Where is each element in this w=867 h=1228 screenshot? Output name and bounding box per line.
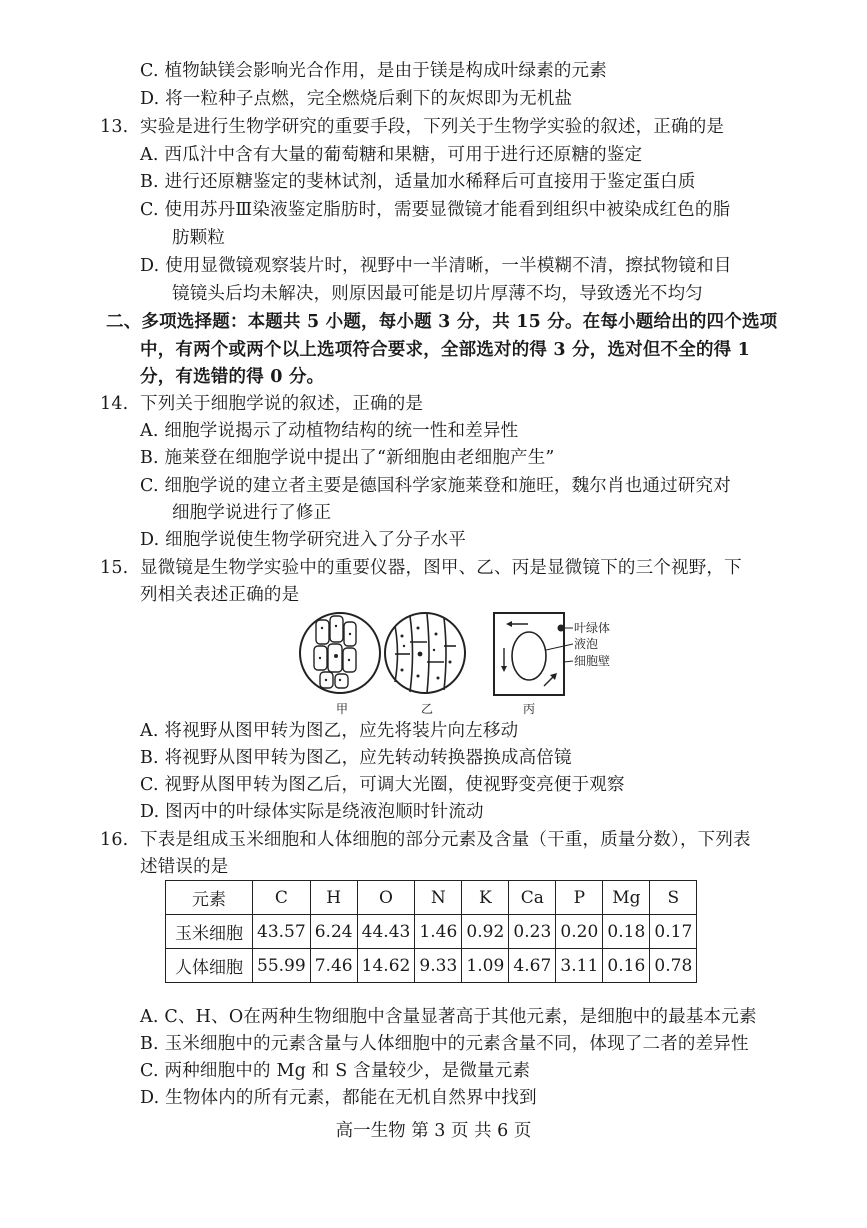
label-bing: 丙	[523, 702, 536, 716]
table-cell: 人体细胞	[166, 949, 253, 983]
table-cell: 6.24	[310, 915, 357, 949]
q13-stem: 实验是进行生物学研究的重要手段，下列关于生物学实验的叙述，正确的是	[140, 117, 725, 137]
table-row	[166, 915, 697, 949]
q14-option-c: C. 细胞学说的建立者主要是德国科学家施莱登和施旺，魏尔肖也通过研究对	[140, 476, 731, 496]
q14-option-b: B. 施莱登在细胞学说中提出了“新细胞由老细胞产生”	[140, 448, 555, 468]
q15-option-d: D. 图丙中的叶绿体实际是绕液泡顺时针流动	[140, 802, 484, 822]
table-header-cell: S	[650, 881, 697, 915]
q16-option-c: C. 两种细胞中的 Mg 和 S 含量较少，是微量元素	[140, 1061, 531, 1081]
section2-instructions-3: 分，有选错的得 0 分。	[140, 367, 325, 387]
table-header-cell: C	[253, 881, 311, 915]
table-header-cell: 元素	[166, 881, 253, 915]
table-cell: 0.16	[603, 949, 650, 983]
section2-instructions-2: 中，有两个或两个以上选项符合要求，全部选对的得 3 分，选对但不全的得 1	[140, 340, 751, 360]
table-cell: 14.62	[357, 949, 415, 983]
table-cell: 1.09	[462, 949, 509, 983]
table-cell: 1.46	[415, 915, 462, 949]
table-header-cell: P	[556, 881, 603, 915]
field-jia	[300, 613, 380, 693]
table-cell: 44.43	[357, 915, 415, 949]
q15-stem: 显微镜是生物学实验中的重要仪器，图甲、乙、丙是显微镜下的三个视野，下	[140, 558, 742, 578]
q15-stem-cont: 列相关表述正确的是	[140, 585, 300, 605]
microscope-figure	[292, 606, 652, 718]
table-row	[166, 949, 697, 983]
q15-option-a: A. 将视野从图甲转为图乙，应先将装片向左移动	[140, 721, 519, 741]
q16-number: 16.	[100, 830, 129, 850]
label-vacuole: 液泡	[574, 637, 599, 651]
table-header-cell: H	[310, 881, 357, 915]
label-cellwall: 细胞壁	[574, 654, 611, 668]
q15-option-b: B. 将视野从图甲转为图乙，应先转动转换器换成高倍镜	[140, 748, 572, 768]
q15-number: 15.	[100, 558, 129, 578]
table-cell: 7.46	[310, 949, 357, 983]
table-cell: 43.57	[253, 915, 311, 949]
q13-option-c: C. 使用苏丹Ⅲ染液鉴定脂肪时，需要显微镜才能看到组织中被染成红色的脂	[140, 200, 731, 220]
q13-option-a: A. 西瓜汁中含有大量的葡萄糖和果糖，可用于进行还原糖的鉴定	[140, 145, 643, 165]
section2-instructions: 二、多项选择题：本题共 5 小题，每小题 3 分，共 15 分。在每小题给出的四个选项	[106, 312, 778, 332]
q14-option-d: D. 细胞学说使生物学研究进入了分子水平	[140, 530, 467, 550]
table-header-cell: K	[462, 881, 509, 915]
page-footer: 高一生物 第 3 页 共 6 页	[335, 1121, 532, 1141]
element-content-table	[165, 880, 697, 983]
table-header-cell: N	[415, 881, 462, 915]
q16-option-a: A. C、H、O在两种生物细胞中含量显著高于其他元素，是细胞中的最基本元素	[140, 1007, 757, 1027]
label-yi: 乙	[421, 702, 434, 716]
table-cell: 0.20	[556, 915, 603, 949]
table-cell: 0.18	[603, 915, 650, 949]
table-header-row	[166, 881, 697, 915]
table-cell: 0.92	[462, 915, 509, 949]
table-cell: 3.11	[556, 949, 603, 983]
q15-option-c: C. 视野从图甲转为图乙后，可调大光圈，使视野变亮便于观察	[140, 775, 625, 795]
q13-option-d-cont: 镜镜头后均未解决，则原因最可能是切片厚薄不均，导致透光不均匀	[172, 284, 703, 304]
q14-number: 14.	[100, 394, 129, 414]
table-header-cell: O	[357, 881, 415, 915]
label-jia: 甲	[336, 702, 349, 716]
field-yi	[385, 613, 465, 693]
table-cell: 0.23	[509, 915, 556, 949]
q16-option-b: B. 玉米细胞中的元素含量与人体细胞中的元素含量不同，体现了二者的差异性	[140, 1034, 749, 1054]
table-header-cell: Ca	[509, 881, 556, 915]
table-header-cell: Mg	[603, 881, 650, 915]
q13-option-c-cont: 肪颗粒	[172, 228, 226, 248]
table-cell: 0.17	[650, 915, 697, 949]
q16-stem-cont: 述错误的是	[140, 857, 229, 877]
q12-option-c: C. 植物缺镁会影响光合作用，是由于镁是构成叶绿素的元素	[140, 61, 607, 81]
q14-option-c-cont: 细胞学说进行了修正	[172, 503, 332, 523]
field-bing	[494, 613, 573, 695]
table-cell: 55.99	[253, 949, 311, 983]
table-cell: 4.67	[509, 949, 556, 983]
q13-number: 13.	[100, 117, 129, 137]
q16-option-d: D. 生物体内的所有元素，都能在无机自然界中找到	[140, 1088, 537, 1108]
q14-option-a: A. 细胞学说揭示了动植物结构的统一性和差异性	[140, 421, 519, 441]
q13-option-b: B. 进行还原糖鉴定的斐林试剂，适量加水稀释后可直接用于鉴定蛋白质	[140, 172, 696, 192]
table-cell: 0.78	[650, 949, 697, 983]
q13-option-d: D. 使用显微镜观察装片时，视野中一半清晰，一半模糊不清，擦拭物镜和目	[140, 256, 732, 276]
q16-stem: 下表是组成玉米细胞和人体细胞的部分元素及含量（干重，质量分数），下列表	[140, 830, 751, 850]
q14-stem: 下列关于细胞学说的叙述，正确的是	[140, 394, 424, 414]
table-cell: 玉米细胞	[166, 915, 253, 949]
table-cell: 9.33	[415, 949, 462, 983]
q12-option-d: D. 将一粒种子点燃，完全燃烧后剩下的灰烬即为无机盐	[140, 89, 573, 109]
label-chloroplast: 叶绿体	[574, 621, 611, 635]
